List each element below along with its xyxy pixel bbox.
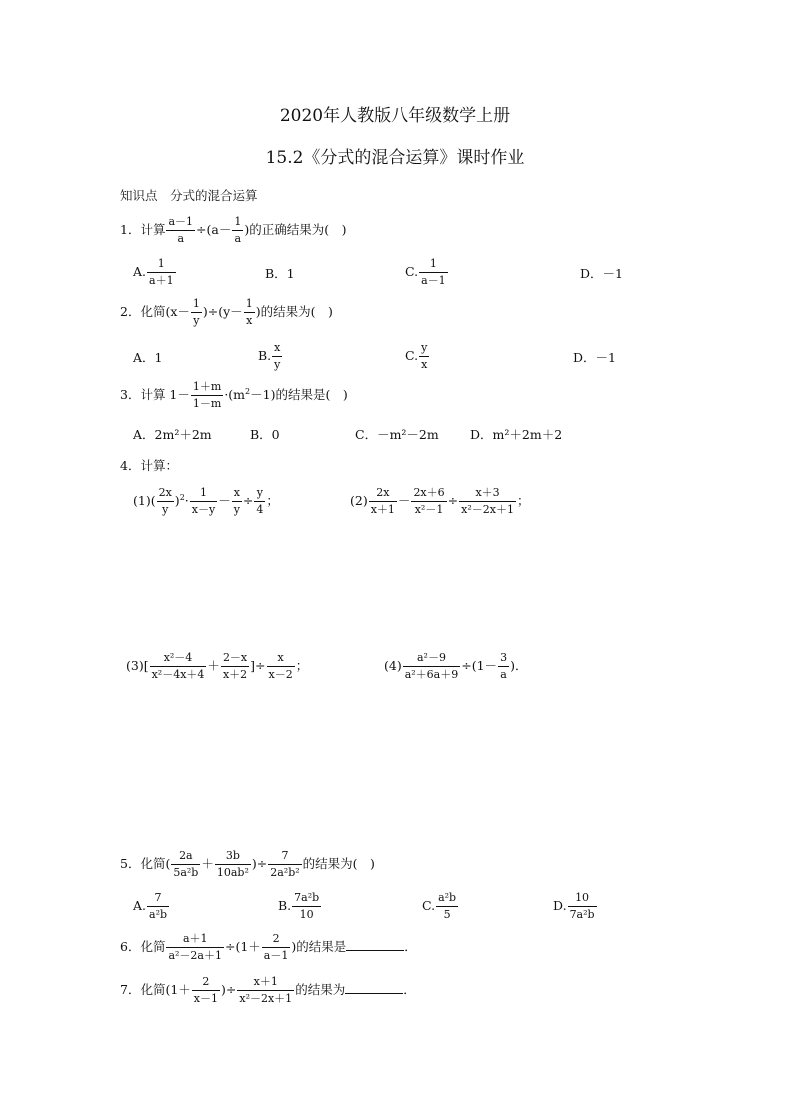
q4-part-1: (1)( $\frac{2x}{y}$ )$^2$· $\frac{1}{x-y}$ － $\frac{x}{y}$ ÷ $\frac{y}{4}$ ； [133,486,279,516]
question-6: 6．化简 $\frac{a+1}{\text{a²－2a＋1}}$ ÷(1＋ $\frac{2}{a-1}$ )的结果是 ． [120,932,417,962]
page-title: 2020年人教版八年级数学上册 [279,106,511,126]
q2-option-a: A．1 [133,350,163,365]
q2-option-d: D．－1 [573,350,616,365]
q3-option-d: D．m²＋2m＋2 [470,427,563,442]
q4-part-2: (2) $\frac{2x}{x+1}$ － $\frac{2x+6}{\text{x²－1}}$ ÷ $\frac{x+3}{\text{x²－2x＋1}}$ ； [350,486,530,516]
q5-option-a: A. $\frac{7}{\text{a²b}}$ [133,891,168,921]
q2-option-c: C. $\frac{y}{x}$ [405,341,428,371]
q3-option-a: A．2m²＋2m [133,427,212,442]
answer-blank[interactable] [345,983,403,994]
q1-option-a: A. $\frac{1}{a+1}$ [133,257,174,287]
question-1: 1．计算 $\frac{a-1}{a}$ ÷(a－ $\frac{1}{a}$ )的正确结果为( ) [120,215,347,245]
page-subtitle: 15.2《分式的混合运算》课时作业 [265,148,525,168]
fraction: $\frac{a-1}{a}$ [168,215,194,245]
q5-option-c: C. $\frac{\text{a²b}}{5}$ [422,891,457,921]
q1-option-b: B．1 [265,266,295,281]
question-2: 2．化简(x－ $\frac{1}{y}$ )÷(y－ $\frac{1}{x}$ )的结果为( ) [120,297,333,327]
q4-part-4: (4) $\frac{\text{a²－9}}{\text{a²＋6a＋9}}$ ÷(1－ $\frac{3}{a}$ )． [384,651,528,681]
q5-option-d: D. $\frac{10}{\text{7a²b}}$ [553,891,595,921]
q3-option-b: B．0 [250,427,280,442]
q5-option-b: B. $\frac{\text{7a²b}}{10}$ [278,891,320,921]
question-4: 4．计算： [120,458,178,473]
answer-blank[interactable] [346,940,404,951]
question-5: 5．化简( $\frac{2a}{\text{5a²b}}$ ＋ $\frac{3b}{\text{10ab²}}$ )÷ $\frac{7}{\text{2a²b²}}$ 的结果为( ) [120,849,375,879]
question-7: 7．化简(1＋ $\frac{2}{x-1}$ )÷ $\frac{x+1}{\text{x²－2x＋1}}$ 的结果为 ． [120,975,416,1005]
question-3: 3．计算 1－ $\frac{1+m}{1-m}$ $\cdot(m^2-1)$的结果是( ) [120,380,348,410]
section-heading: 知识点 分式的混合运算 [120,188,258,203]
fraction: $\frac{1}{a}$ [234,215,242,245]
q3-option-c: C．－m²－2m [355,427,439,442]
q2-option-b: B. $\frac{x}{y}$ [258,341,281,371]
q1-option-d: D．－1 [580,266,623,281]
q4-part-3: (3)[ $\frac{\text{x²－4}}{\text{x²－4x＋4}}$ ＋ $\frac{2-x}{x+2}$ ]÷ $\frac{x}{x-2}$ ； [126,651,309,681]
q1-option-c: C. $\frac{1}{a-1}$ [405,257,446,287]
